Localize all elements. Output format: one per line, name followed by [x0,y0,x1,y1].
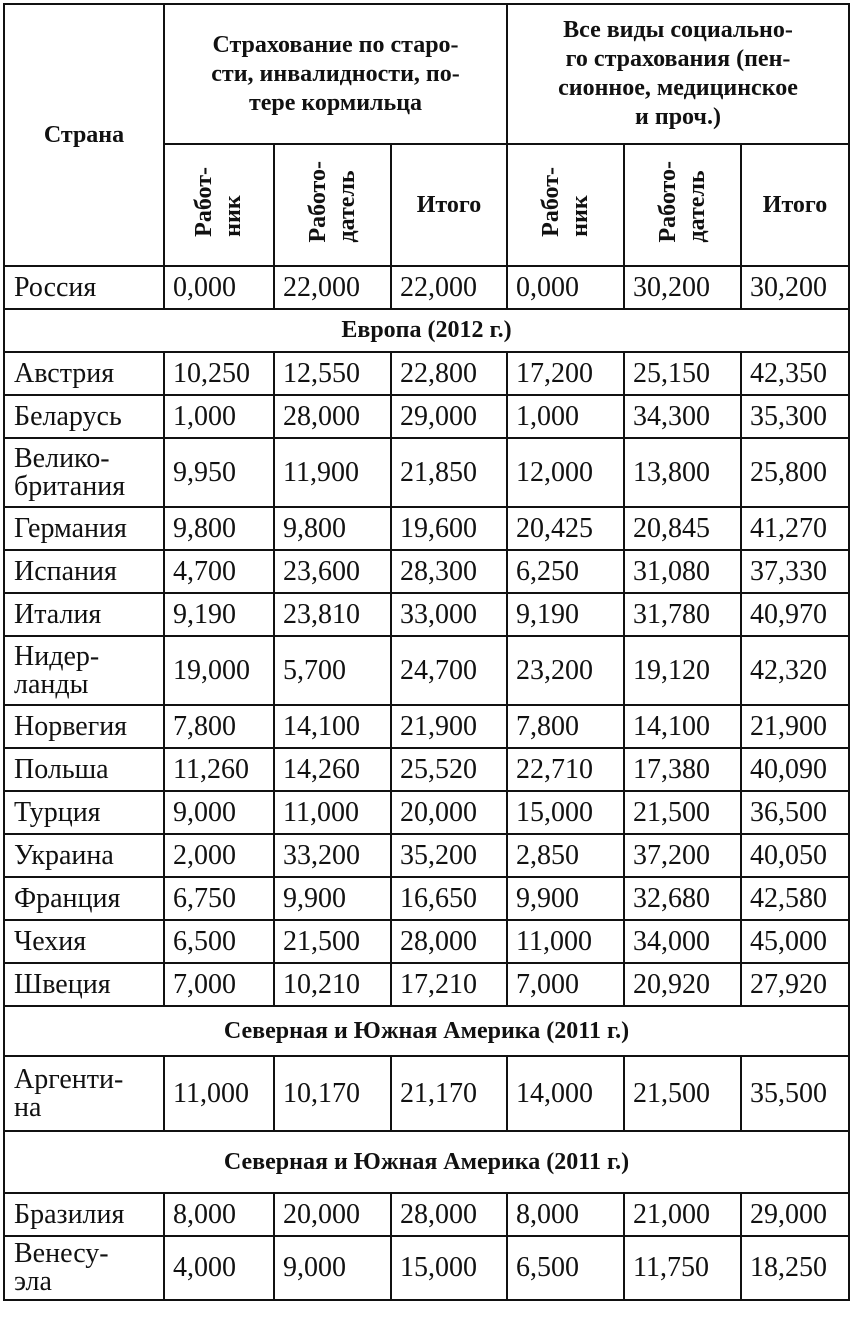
section-row [4,1131,849,1193]
table-row [4,877,849,920]
employer-header: Работо- датель [274,144,391,266]
value-cell: 7,800 [164,705,274,748]
all-social-insurance-header: Все виды социально- го страхования (пен- сионное, медицинское и проч.) [507,4,849,144]
value-cell: 14,260 [274,748,391,791]
value-cell: 10,250 [164,352,274,395]
value-cell: 7,800 [507,705,624,748]
table-row [4,1193,849,1236]
contribution-rates-table [3,3,850,1301]
value-cell: 6,500 [164,920,274,963]
value-cell: 9,900 [274,877,391,920]
value-cell: 8,000 [507,1193,624,1236]
country-cell: Испания [4,550,164,593]
value-cell: 9,950 [164,438,274,507]
value-cell: 31,780 [624,593,741,636]
value-cell: 33,200 [274,834,391,877]
value-cell: 6,500 [507,1236,624,1300]
value-cell: 10,170 [274,1056,391,1131]
country-cell: Беларусь [4,395,164,438]
table-row [4,395,849,438]
value-cell: 21,500 [624,791,741,834]
value-cell: 23,600 [274,550,391,593]
value-cell: 19,600 [391,507,507,550]
table-row [4,266,849,309]
value-cell: 9,000 [164,791,274,834]
value-cell: 42,320 [741,636,849,705]
value-cell: 22,000 [274,266,391,309]
value-cell: 17,200 [507,352,624,395]
value-cell: 4,000 [164,1236,274,1300]
country-cell: Польша [4,748,164,791]
value-cell: 28,000 [391,1193,507,1236]
value-cell: 42,580 [741,877,849,920]
country-cell: Аргенти- на [4,1056,164,1131]
value-cell: 35,300 [741,395,849,438]
value-cell: 27,920 [741,963,849,1006]
value-cell: 10,210 [274,963,391,1006]
value-cell: 23,810 [274,593,391,636]
value-cell: 16,650 [391,877,507,920]
section-row [4,1006,849,1056]
country-cell: Норвегия [4,705,164,748]
value-cell: 40,050 [741,834,849,877]
value-cell: 35,200 [391,834,507,877]
table-row [4,507,849,550]
country-cell: Франция [4,877,164,920]
value-cell: 21,170 [391,1056,507,1131]
value-cell: 25,520 [391,748,507,791]
value-cell: 11,000 [274,791,391,834]
value-cell: 14,100 [624,705,741,748]
table-row [4,1236,849,1300]
value-cell: 34,300 [624,395,741,438]
value-cell: 22,800 [391,352,507,395]
country-cell: Велико- британия [4,438,164,507]
value-cell: 1,000 [507,395,624,438]
value-cell: 32,680 [624,877,741,920]
value-cell: 15,000 [507,791,624,834]
value-cell: 9,190 [164,593,274,636]
table-row [4,748,849,791]
country-cell: Чехия [4,920,164,963]
country-cell: Швеция [4,963,164,1006]
country-column-header: Страна [4,4,164,266]
value-cell: 18,250 [741,1236,849,1300]
value-cell: 20,000 [391,791,507,834]
value-cell: 22,000 [391,266,507,309]
value-cell: 11,000 [507,920,624,963]
table-row [4,705,849,748]
value-cell: 9,900 [507,877,624,920]
section-title: Европа (2012 г.) [4,309,849,352]
old-age-insurance-header: Страхование по старо- сти, инвалидности, по- тере кормильца [164,4,507,144]
country-cell: Австрия [4,352,164,395]
value-cell: 29,000 [741,1193,849,1236]
value-cell: 8,000 [164,1193,274,1236]
value-cell: 24,700 [391,636,507,705]
section-row [4,309,849,352]
value-cell: 21,850 [391,438,507,507]
value-cell: 9,800 [164,507,274,550]
table-row [4,834,849,877]
value-cell: 20,920 [624,963,741,1006]
section-title: Северная и Южная Америка (2011 г.) [4,1006,849,1056]
value-cell: 7,000 [164,963,274,1006]
value-cell: 22,710 [507,748,624,791]
value-cell: 25,150 [624,352,741,395]
total-header: Итого [741,144,849,266]
value-cell: 6,750 [164,877,274,920]
value-cell: 2,850 [507,834,624,877]
value-cell: 37,200 [624,834,741,877]
value-cell: 34,000 [624,920,741,963]
value-cell: 17,380 [624,748,741,791]
value-cell: 17,210 [391,963,507,1006]
value-cell: 1,000 [164,395,274,438]
value-cell: 42,350 [741,352,849,395]
table-body [4,266,849,1300]
value-cell: 9,000 [274,1236,391,1300]
table-row [4,438,849,507]
value-cell: 19,000 [164,636,274,705]
table-row [4,636,849,705]
value-cell: 0,000 [507,266,624,309]
value-cell: 9,190 [507,593,624,636]
country-cell: Италия [4,593,164,636]
value-cell: 11,750 [624,1236,741,1300]
country-cell: Бразилия [4,1193,164,1236]
value-cell: 25,800 [741,438,849,507]
value-cell: 28,000 [274,395,391,438]
value-cell: 23,200 [507,636,624,705]
value-cell: 2,000 [164,834,274,877]
value-cell: 4,700 [164,550,274,593]
value-cell: 12,000 [507,438,624,507]
country-cell: Венесу- эла [4,1236,164,1300]
value-cell: 31,080 [624,550,741,593]
value-cell: 21,000 [624,1193,741,1236]
country-cell: Россия [4,266,164,309]
value-cell: 21,900 [741,705,849,748]
country-cell: Украина [4,834,164,877]
value-cell: 33,000 [391,593,507,636]
value-cell: 11,260 [164,748,274,791]
value-cell: 40,090 [741,748,849,791]
value-cell: 41,270 [741,507,849,550]
value-cell: 21,500 [274,920,391,963]
employer-header: Работо- датель [624,144,741,266]
section-title: Северная и Южная Америка (2011 г.) [4,1131,849,1193]
value-cell: 21,500 [624,1056,741,1131]
table-row [4,963,849,1006]
value-cell: 28,000 [391,920,507,963]
value-cell: 28,300 [391,550,507,593]
value-cell: 11,000 [164,1056,274,1131]
value-cell: 11,900 [274,438,391,507]
value-cell: 36,500 [741,791,849,834]
value-cell: 35,500 [741,1056,849,1131]
value-cell: 0,000 [164,266,274,309]
value-cell: 6,250 [507,550,624,593]
value-cell: 13,800 [624,438,741,507]
value-cell: 12,550 [274,352,391,395]
total-header: Итого [391,144,507,266]
value-cell: 21,900 [391,705,507,748]
value-cell: 15,000 [391,1236,507,1300]
value-cell: 20,845 [624,507,741,550]
value-cell: 37,330 [741,550,849,593]
table-row [4,920,849,963]
country-cell: Германия [4,507,164,550]
value-cell: 20,425 [507,507,624,550]
value-cell: 5,700 [274,636,391,705]
table-row [4,593,849,636]
table-row [4,352,849,395]
value-cell: 14,100 [274,705,391,748]
value-cell: 19,120 [624,636,741,705]
table-row [4,1056,849,1131]
table-row [4,791,849,834]
value-cell: 30,200 [624,266,741,309]
value-cell: 20,000 [274,1193,391,1236]
value-cell: 14,000 [507,1056,624,1131]
table-row [4,550,849,593]
value-cell: 7,000 [507,963,624,1006]
value-cell: 30,200 [741,266,849,309]
employee-header: Работ- ник [164,144,274,266]
value-cell: 45,000 [741,920,849,963]
value-cell: 40,970 [741,593,849,636]
value-cell: 9,800 [274,507,391,550]
value-cell: 29,000 [391,395,507,438]
country-cell: Турция [4,791,164,834]
country-cell: Нидер- ланды [4,636,164,705]
employee-header: Работ- ник [507,144,624,266]
